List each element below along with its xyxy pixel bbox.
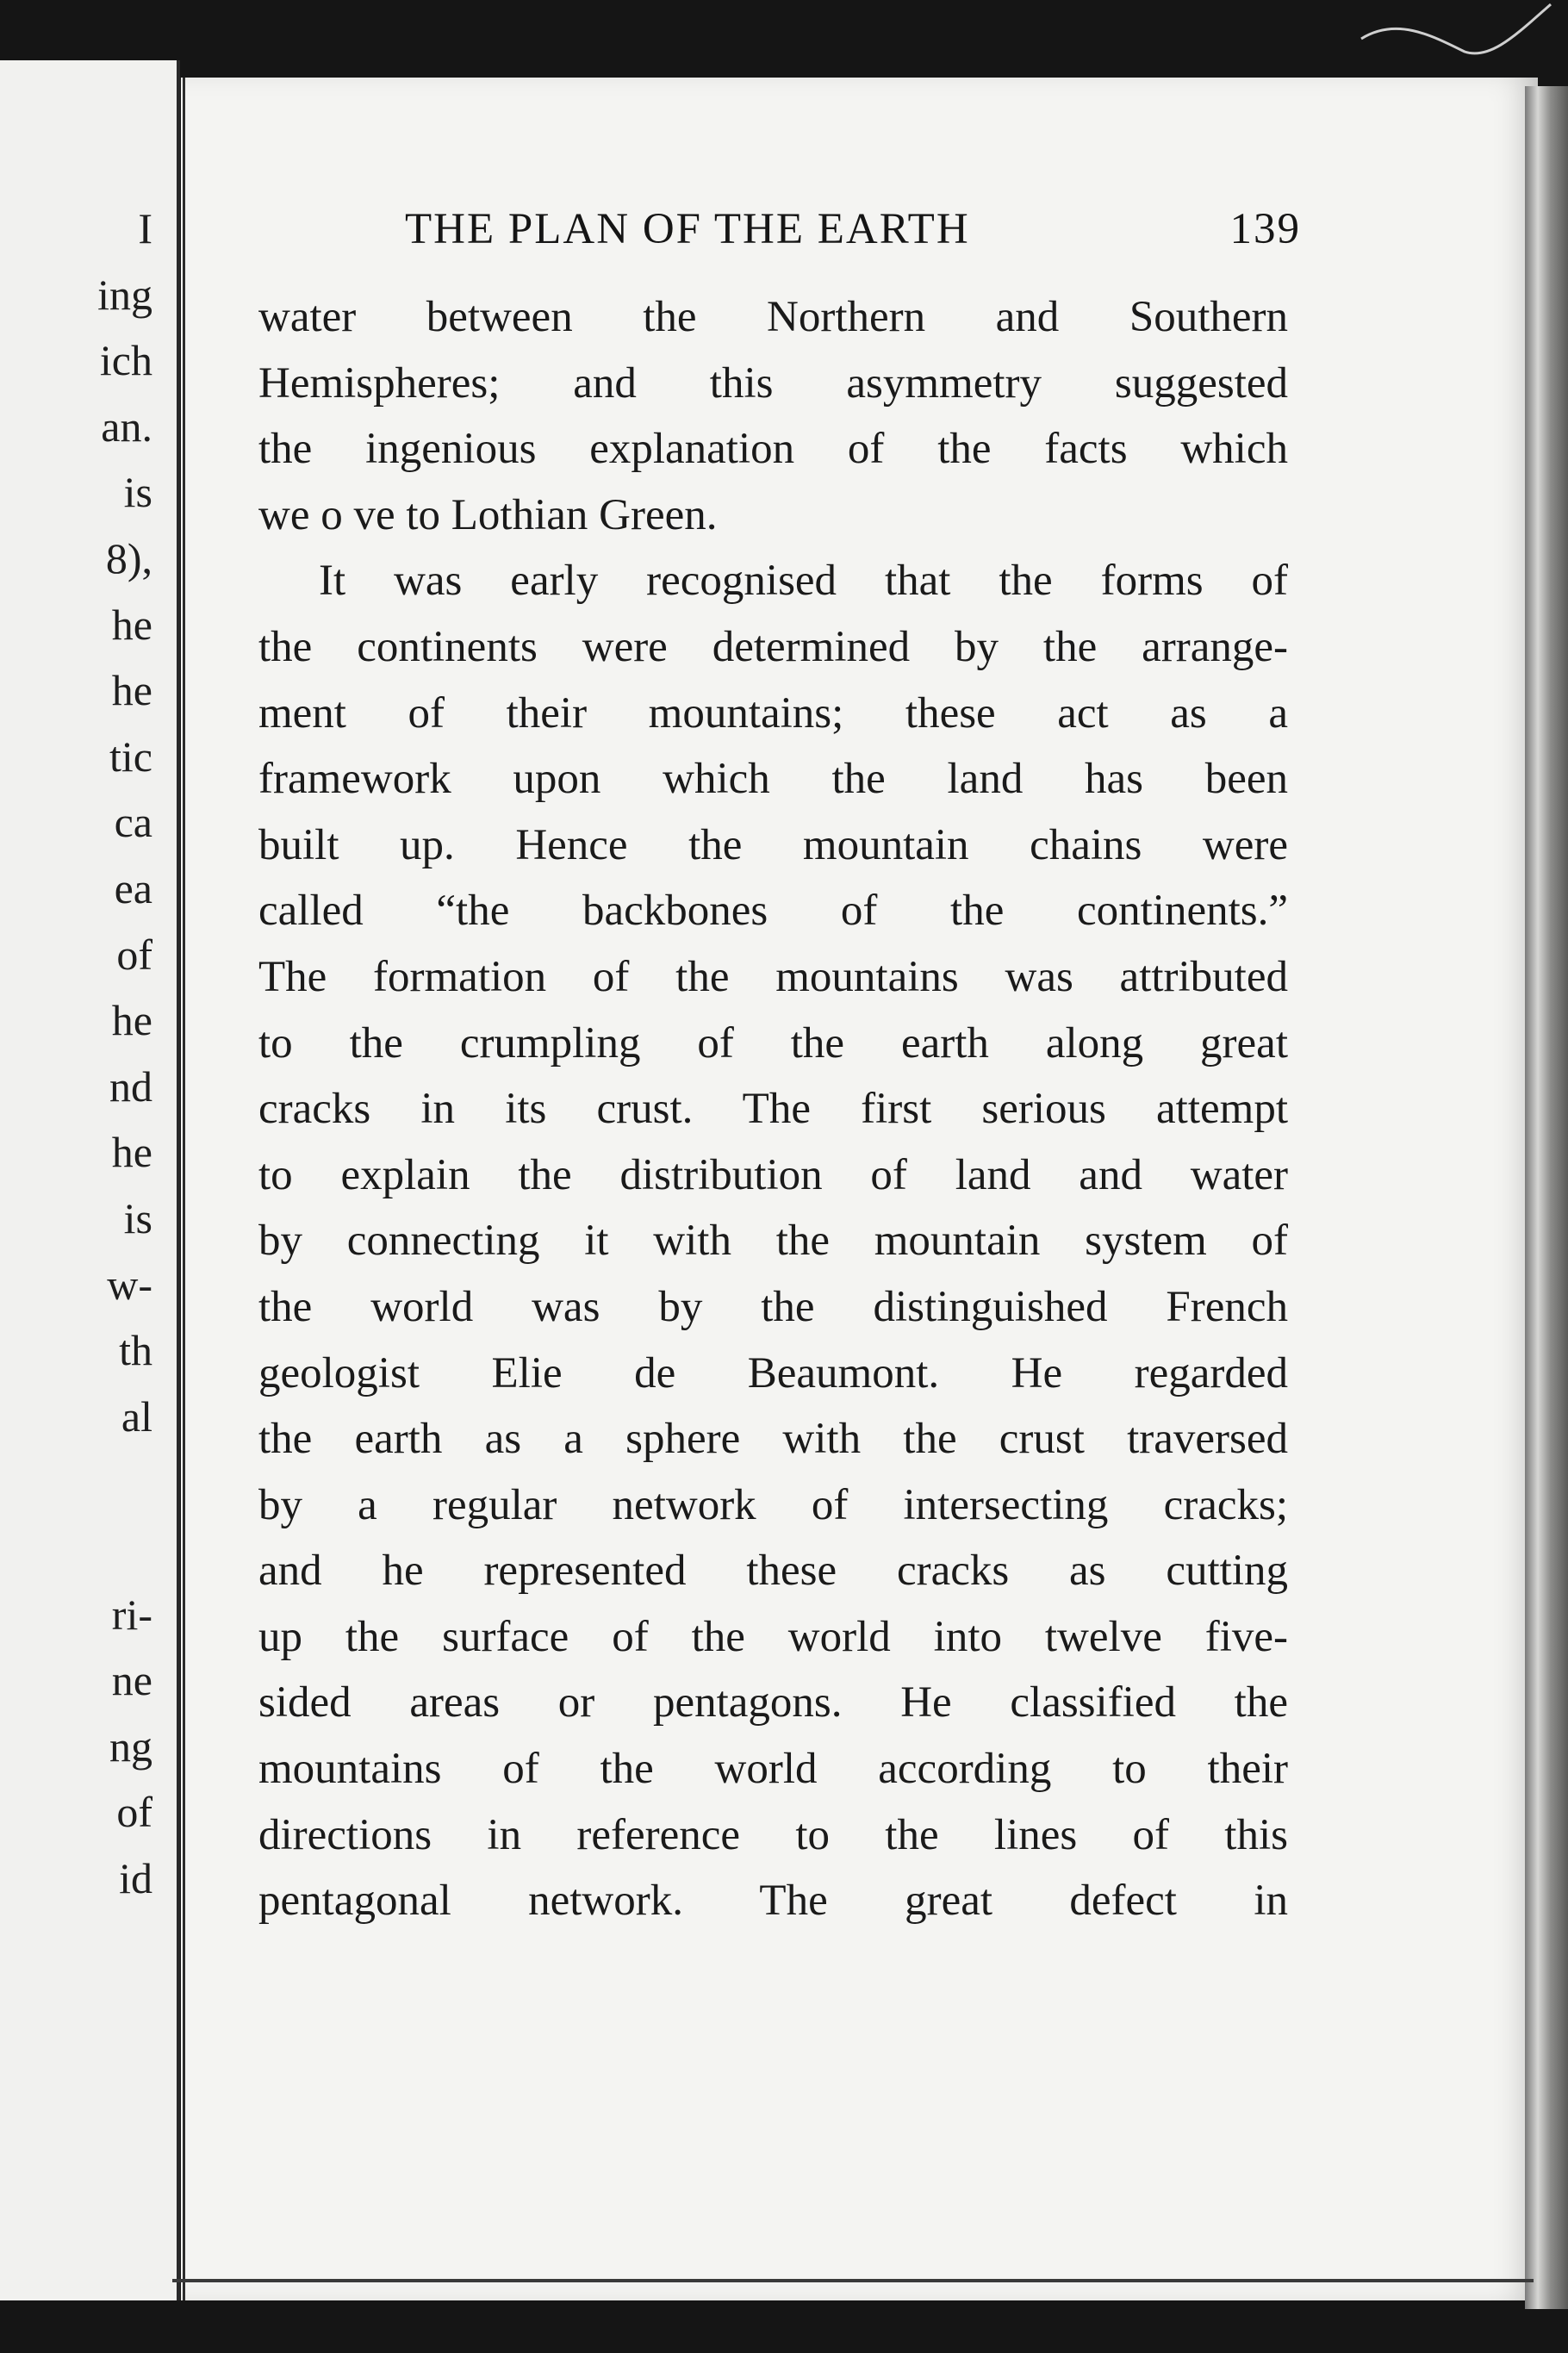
left-page-fragment: ri- [111,1590,152,1639]
running-head-title: THE PLAN OF THE EARTH [405,205,970,253]
left-page-fragment: ng [109,1721,152,1771]
running-head [405,204,1301,256]
text-line: to the crumpling of the earth along great [258,1018,1288,1068]
left-page-fragment: he [111,666,152,715]
left-page-fragment: ea [114,864,152,912]
text-line: geologist Elie de Beaumont. He regarded [258,1348,1288,1397]
left-page-fragment: is [123,1194,152,1242]
text-line: up the surface of the world into twelve five- [258,1612,1288,1661]
text-line: we o ve to Lothian Green. [258,490,718,539]
left-page-fragment: w- [107,1260,152,1309]
text-line: directions in reference to the lines of this [258,1810,1288,1859]
left-page-fragment: he [111,600,152,649]
text-line: The formation of the mountains was attributed [258,952,1288,1001]
left-page-fragment: th [119,1326,152,1375]
page-number: 139 [1229,205,1301,253]
text-line: mountains of the world according to their [258,1745,1288,1794]
left-page-fragment: is [123,468,152,517]
text-line: the continents were determined by the arrange- [258,622,1288,671]
left-page-fragment: ca [114,798,152,847]
text-line: Hemispheres; and this asymmetry suggested [258,358,1288,408]
text-line: and he represented these cracks as cutting [258,1547,1288,1596]
text-line: ment of their mountains; these act as a [258,688,1288,738]
text-line: the world was by the distinguished French [258,1282,1288,1331]
left-page-fragment: I [138,204,152,252]
text-line: the ingenious explanation of the facts which [258,425,1288,474]
text-line: by connecting it with the mountain system of [258,1217,1288,1266]
left-page-fragment: 8), [105,534,152,582]
text-line: to explain the distribution of land and water [258,1150,1288,1199]
gutter-line [183,78,185,2300]
left-page-fragment: id [119,1854,152,1902]
body-text [258,284,1288,1934]
text-line: It was early recognised that the forms of [319,557,1288,606]
text-line: called “the backbones of the continents.” [258,887,1288,936]
text-line: sided areas or pentagons. He classified the [258,1678,1288,1727]
left-page-fragment: ne [111,1656,152,1705]
facing-page-left [0,60,180,2300]
left-page-fragment: an. [101,402,152,451]
left-page-fragment: of [116,930,152,979]
left-page-fragment: nd [109,1061,152,1111]
text-line: by a regular network of intersecting cracks; [258,1480,1288,1529]
left-page-fragment: ich [99,336,152,385]
left-page-fragment: al [121,1391,152,1441]
left-page-fragment: of [116,1788,152,1837]
text-line: water between the Northern and Southern [258,293,1288,341]
text-line: framework upon which the land has been [258,755,1288,804]
left-page-fragment: he [111,996,152,1045]
text-line: pentagonal network. The great defect in [258,1877,1288,1926]
bottom-page-edge [172,2279,1534,2282]
left-page-fragment: ing [97,270,152,319]
text-line: cracks in its crust. The first serious attempt [258,1085,1288,1134]
corner-pencil-mark [1344,0,1568,69]
text-line: the earth as a sphere with the crust traversed [258,1415,1288,1464]
text-line: built up. Hence the mountain chains were [258,820,1288,869]
page-edge [1525,86,1568,2309]
left-page-fragment: tic [109,731,152,781]
left-page-fragment: he [111,1128,152,1177]
